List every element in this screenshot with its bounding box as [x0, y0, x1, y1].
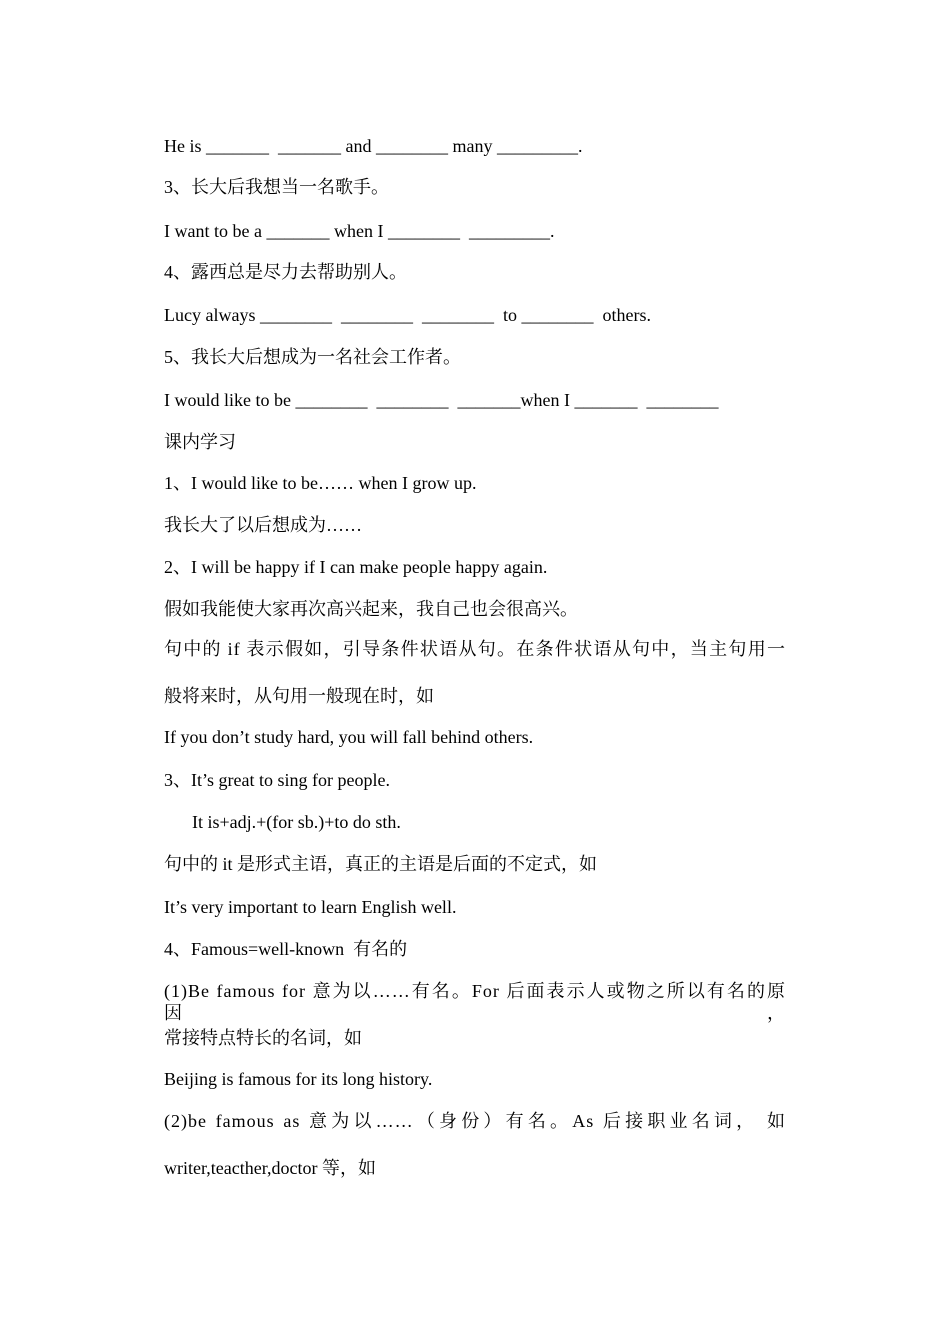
point-4-heading: 4、Famous=well-known 有名的 — [164, 939, 408, 959]
point-2-explanation-line-1: 句中的 if 表示假如，引导条件状语从句。在条件状语从句中，当主句用一 — [164, 639, 786, 659]
point-2-example: If you don’t study hard, you will fall behind others. — [164, 727, 534, 747]
point-3-structure: It is+adj.+(for sb.)+to do sth. — [192, 812, 401, 832]
point-4-2-explanation-line-1: (2)be famous as 意为以……（身份）有名。As 后接职业名词， 如 — [164, 1111, 786, 1131]
point-3-sentence: 3、It’s great to sing for people. — [164, 770, 390, 790]
exercise-3-prompt: 3、长大后我想当一名歌手。 — [164, 177, 389, 197]
point-3-example: It’s very important to learn English well. — [164, 897, 457, 917]
point-4-2-explanation-line-2: writer,teacther,doctor 等，如 — [164, 1158, 376, 1178]
point-1-sentence: 1、I would like to be…… when I grow up. — [164, 473, 477, 493]
point-1-translation: 我长大了以后想成为…… — [164, 515, 362, 535]
point-4-1-example: Beijing is famous for its long history. — [164, 1069, 433, 1089]
exercise-4-blank-sentence: Lucy always ________ ________ ________ to ________ others. — [164, 305, 651, 325]
exercise-5-blank-sentence: I would like to be ________ ________ _______when I _______ ________ — [164, 390, 719, 410]
section-heading: 课内学习 — [164, 432, 236, 452]
exercise-4-prompt: 4、露西总是尽力去帮助别人。 — [164, 262, 407, 282]
point-2-sentence: 2、I will be happy if I can make people happy again. — [164, 557, 548, 577]
point-2-translation: 假如我能使大家再次高兴起来，我自己也会很高兴。 — [164, 599, 578, 619]
exercise-3-blank-sentence: I want to be a _______ when I ________ _________. — [164, 221, 555, 241]
point-4-1-explanation-line-2: 常接特点特长的名词，如 — [164, 1028, 362, 1048]
point-2-explanation-line-2: 般将来时，从句用一般现在时，如 — [164, 686, 434, 706]
point-4-1-explanation-line-1: (1)Be famous for 意为以……有名。For 后面表示人或物之所以有名的原因， — [164, 981, 786, 1023]
exercise-5-prompt: 5、我长大后想成为一名社会工作者。 — [164, 347, 461, 367]
point-3-explanation: 句中的 it 是形式主语，真正的主语是后面的不定式，如 — [164, 854, 597, 874]
exercise-2-blank-sentence: He is _______ _______ and ________ many _________. — [164, 136, 583, 156]
